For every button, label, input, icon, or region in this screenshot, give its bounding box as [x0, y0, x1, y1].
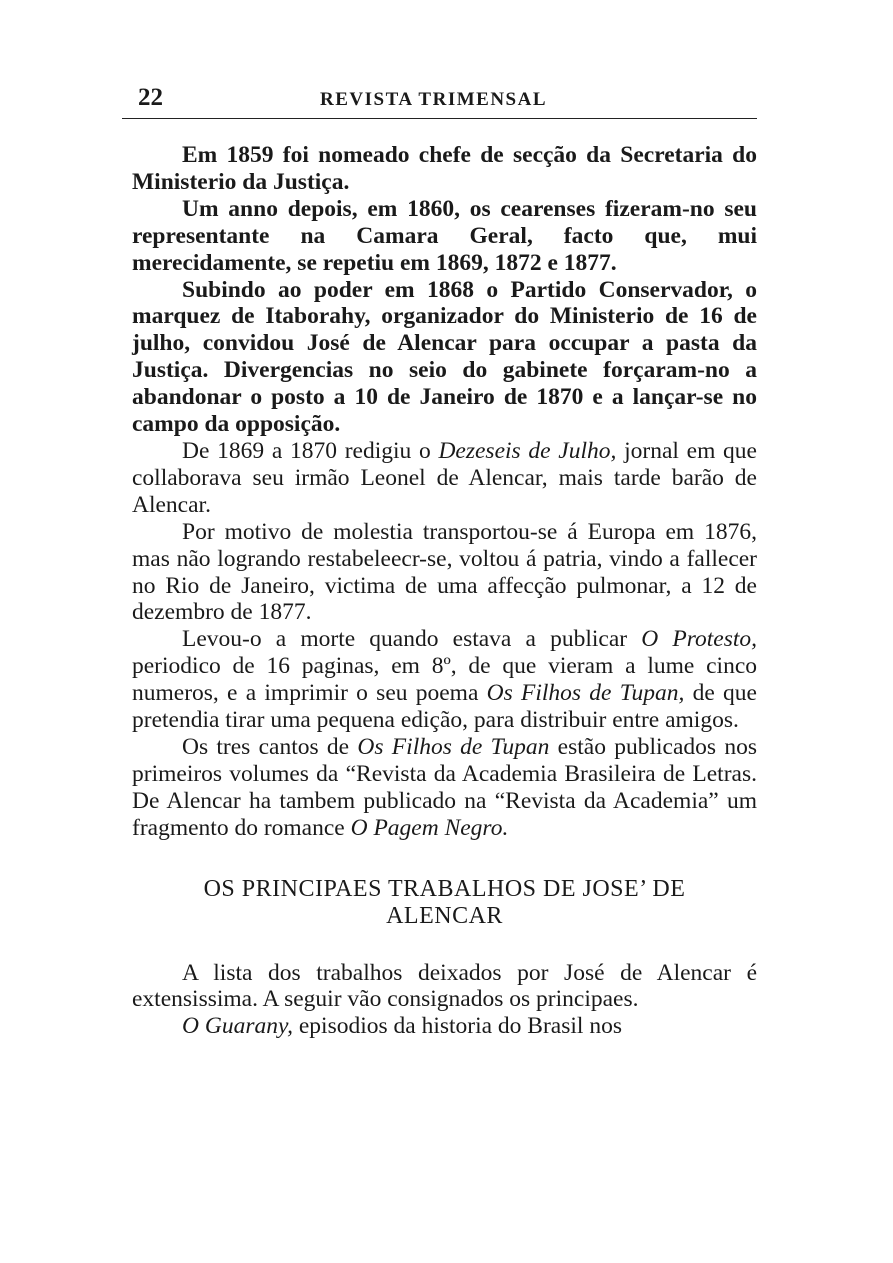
- newspaper-title: Dezeseis de Julho,: [438, 437, 617, 464]
- paragraph-7: Os tres cantos de Os Filhos de Tupan estão publicados nos primeiros volumes da “Revista da Academia Brasileira de Letras. De Alencar ha tambem publicado na “Revista da Academia” um fragmento do romance O Pagem Negro.: [132, 733, 757, 841]
- section-paragraph-1: A lista dos trabalhos deixados por José de Alencar é extensissima. A seguir vão consignados os principaes.: [132, 959, 757, 1013]
- novel-title: O Pagem Negro.: [350, 814, 509, 841]
- poem-title: Os Filhos de Tupan,: [486, 680, 685, 707]
- paragraph-4: De 1869 a 1870 redigiu o Dezeseis de Julho, jornal em que collaborava seu irmão Leonel de Alencar, mais tarde barão de Alencar.: [132, 437, 757, 518]
- paragraph-1: Em 1859 foi nomeado chefe de secção da Secretaria do Ministerio da Justiça.: [132, 142, 757, 195]
- paragraph-3: Subindo ao poder em 1868 o Partido Conservador, o marquez de Itaborahy, organizador do Ministerio de 16 de julho, convidou José de Alencar para occupar a pasta da Justiça. Divergencias no seio do gabinete forçaram-no a abandonar o posto a 10 de Janeiro de 1870 e a lançar-se no campo da opposição.: [132, 276, 757, 438]
- section-heading: [132, 876, 757, 930]
- page-number: 22: [138, 84, 163, 111]
- page-header: [122, 84, 757, 119]
- page-body: [132, 142, 757, 1040]
- section-heading-line-1: OS PRINCIPAES TRABALHOS DE JOSE’ DE: [203, 875, 686, 902]
- poem-title: Os Filhos de Tupan: [357, 733, 550, 760]
- periodical-title: O Protesto,: [641, 626, 757, 653]
- paragraph-6: Levou-o a morte quando estava a publicar O Protesto, periodico de 16 paginas, em 8º, de que vieram a lume cinco numeros, e a imprimir o seu poema Os Filhos de Tupan, de que pretendia tirar uma pequena edição, para distribuir entre amigos.: [132, 626, 757, 734]
- paragraph-5: Por motivo de molestia transportou-se á Europa em 1876, mas não logrando restabeleecr-se, voltou á patria, vindo a fallecer no Rio de Janeiro, victima de uma affecção pulmonar, a 12 de dezembro de 1877.: [132, 518, 757, 626]
- section-heading-line-2: ALENCAR: [386, 902, 503, 929]
- paragraph-2: Um anno depois, em 1860, os cearenses fizeram-no seu representante na Camara Geral, facto que, mui merecidamente, se repetiu em 1869, 1872 e 1877.: [132, 195, 757, 276]
- section-paragraph-2: O Guarany, episodios da historia do Brasil nos: [182, 1013, 622, 1040]
- work-title: O Guarany,: [182, 1013, 293, 1040]
- running-title: REVISTA TRIMENSAL: [320, 89, 547, 110]
